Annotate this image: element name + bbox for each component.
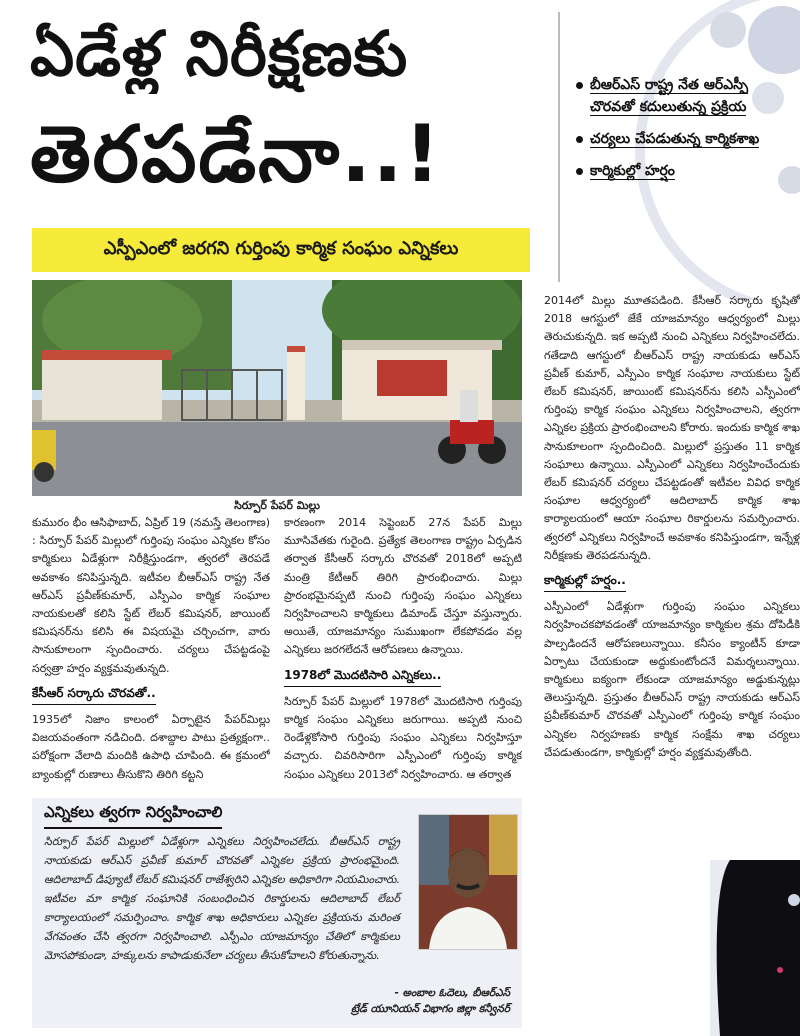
quote-signature (210, 985, 510, 1017)
paragraph: కుమురం భీం ఆసిఫాబాద్, ఏప్రిల్ 19 (నమస్తే తెలంగాణ) : సిర్పూర్ పేపర్ మిల్లులో గుర్తింపు సంఘం ఎన్నికల కోసం కార్మికులు ఏడేళ్లుగా నిరీక్షిస్తుండగా, త్వరలో తెరపడే అవకాశం కనిపిస్తున్నది. ఇటీవల బీఆర్ఎస్ రాష్ట్ర నేత ఆర్ఎస్ ప్రవీణ్‌కుమార్, ఎస్పీఎం కార్మిక సంఘాల నాయకులతో కలిసి స్టేట్ లేబర్ కమిషనర్, జాయింట్ కమిషనర్‌ను కలిసి ఈ విషయమై చర్చించగా, వారు సానుకూలంగా స్పందించారు. చర్యలు చేపట్టడంపై సర్వత్రా హర్షం వ్యక్తమవుతున్నది. (32, 516, 270, 675)
highlights-list (574, 74, 764, 192)
paragraph: ఎస్పీఎంలో ఏడేళ్లుగా గుర్తింపు సంఘం ఎన్నికలు నిర్వహించకపోవడంతో యాజమాన్యం కార్మికుల శ్రమ దోపిడీకి పాల్పడిందనే ఆరోపణలున్నాయి. కనీసం క్యాంటీన్ కూడా ఏర్పాటు చేయకుండా అద్దుకుంటోందనే విమర్శలున్నాయి. కార్మికులు ఐక్యంగా లేకుండా యాజమాన్యం అడ్డుకున్నట్లు తెలుస్తున్నది. ప్రస్తుతం బీఆర్ఎస్ రాష్ట్ర నాయకుడు ఆర్ఎస్ ప్రవీణ్‌కుమార్ చొరవతో ఎస్పీఎంలో గుర్తింపు కార్మిక సంఘం ఎన్నికల నిర్వహణకు కార్మిక సంక్షేమ శాఖ చర్యలు చేపడుతుండగా, కార్మికుల్లో హర్షం వ్యక్తమవుతోంది. (544, 600, 800, 759)
subheadline-text: ఎస్పీఎంలో జరగని గుర్తింపు కార్మిక సంఘం ఎన్నికలు (103, 237, 459, 259)
headline-line-2: తెరపడేనా..! (30, 110, 442, 200)
signature-line-1: - అంబాల ఓదెలు, బీఆర్ఎస్ (394, 987, 510, 999)
section-heading: కేసీఆర్ సర్కారు చొరవతో.. (32, 684, 156, 705)
section-heading: 1978లో మొదటిసారి ఎన్నికలు.. (284, 666, 441, 687)
column-divider (558, 12, 560, 282)
article-column-3 (544, 292, 800, 762)
highlight-item: బీఆర్ఎస్ రాష్ట్ర నేత ఆర్ఎస్పీ చొరవతో కదులుతున్న ప్రక్రియ (574, 74, 764, 118)
highlight-item: కార్మికుల్లో హర్షం (574, 160, 764, 182)
paragraph: కారణంగా 2014 సెప్టెంబర్ 27న పేపర్ మిల్లు మూసివేతకు గురైంది. ప్రత్యేక తెలంగాణ రాష్ట్రం ఏర్పడిన తర్వాత కేసీఆర్ సర్కారు చొరవతో 2018లో అప్పటి మంత్రి కేటీఆర్ తిరిగి ప్రారంభించారు. మిల్లు ప్రారంభమైనప్పటి నుంచి గుర్తింపు సంఘం ఎన్నికలు నిర్వహించాలని కార్మికులు డిమాండ్ చేస్తూ వస్తున్నారు. అయితే, యాజమాన్యం సుముఖంగా లేకపోవడం వల్ల ఎన్నికలు జరగలేదనే ఆరోపణలు ఉన్నాయి. (284, 516, 522, 657)
subheadline-banner (32, 228, 530, 272)
signature-line-2: ట్రేడ్ యూనియన్ విభాగం జిల్లా కన్వీనర్ (350, 1003, 510, 1015)
paragraph: 2014లో మిల్లు మూతపడింది. కేసీఆర్ సర్కారు కృషితో 2018 ఆగస్టులో జేకే యాజమాన్యం ఆధ్వర్యంలో మిల్లు తెరుచుకున్నది. ఇక అప్పటి నుంచి ఎన్నికలు నిర్వహించలేదు. గతేడాది ఆగస్టులో బీఆర్ఎస్ రాష్ట్ర నాయకుడు ఆర్ఎస్ ప్రవీణ్ కుమార్, ఎస్పీఎం కార్మిక సంఘాల నాయకులు స్టేట్ లేబర్ కమిషనర్, జాయింట్ కమిషనర్‌ను కలిసి ఎస్పీఎంలో గుర్తింపు కార్మిక సంఘం ఎన్నికలు నిర్వహించాలని, త్వరగా ఎన్నికల ప్రక్రియ ప్రారంభించాలని కోరారు. ఇందుకు కార్మిక శాఖ సానుకూలంగా స్పందించింది. మిల్లులో ప్రస్తుతం 11 కార్మిక సంఘాలు ఉన్నాయి. ఎస్పీఎంలో ఎన్నికలు నిర్వహించేందుకు లేబర్ కమిషనర్ చర్యలు చేపట్టడంతో ఇటీవల వివిధ కార్మిక సంఘాల ఆధ్వర్యంలో ఆదిలాబాద్ కార్మిక శాఖ కార్యాలయంలో ఆయా సంఘాల రికార్డులను సమర్పించారు. త్వరలో ఎన్నికలు నిర్వహించే అవకాశం కనిపిస్తుండగా, ఇన్నేళ్ల నిరీక్షణకు తెరపడనున్నది. (544, 294, 800, 562)
quote-box-text: సిర్పూర్ పేపర్ మిల్లులో ఏడేళ్లుగా ఎన్నికలు నిర్వహించలేదు. బీఆర్ఎస్ రాష్ట్ర నాయకుడు ఆర్ఎస్ ప్రవీణ్ కుమార్ చొరవతో ఎన్నికల ప్రక్రియ ప్రారంభమైంది. ఆదిలాబాద్ డిప్యూటీ లేబర్ కమిషనర్ రాజేశ్వరిని ఎన్నికల అధికారిగా నియమించారు. ఇటీవల మా కార్మిక సంఘానికి సంబంధించిన రికార్డులను ఆదిలాబాద్ లేబర్ కార్యాలయంలో సమర్పించాం. కార్మిక శాఖ అధికారులు ఎన్నికల ప్రక్రియను మరింత వేగవంతం చేసి త్వరగా నిర్వహించాలి. ఎస్పీఎం యాజమాన్యం చేతిలో కార్మికులు మోసపోకుండా, హక్కులను కాపాడుకునేలా చర్యలు తీసుకోవాలని కోరుతున్నాను. (44, 835, 400, 962)
article-column-1 (32, 514, 270, 784)
paragraph: 1935లో నిజాం కాలంలో ఏర్పాటైన పేపర్‌మిల్లు విజయవంతంగా నడిచింది. దశాబ్దాల పాటు ప్రత్యక్షంగా.. పరోక్షంగా వేలాది మందికి ఉపాధి చూపింది. ఈ క్రమంలో బ్యాంకుల్లో రుణాలు తీసుకొని తిరిగి కట్టని (32, 713, 270, 781)
article-column-2 (284, 514, 522, 784)
paragraph: సిర్పూర్ పేపర్ మిల్లులో 1978లో మొదటిసారి గుర్తింపు కార్మిక సంఘం ఎన్నికలు జరుగాయి. అప్పటి నుంచి రెండేళ్లకోసారి గుర్తింపు సంఘం ఎన్నికలు నిర్వహిస్తూ వచ్చారు. చివరిసారిగా ఎస్పీఎంలో గుర్తింపు కార్మిక సంఘం ఎన్నికలు 2013లో నిర్వహించారు. ఆ తర్వాత (284, 694, 522, 781)
person-portrait (418, 814, 518, 950)
quote-box-heading: ఎన్నికలు త్వరగా నిర్వహించాలి (44, 803, 222, 829)
paper-mill-photo (32, 280, 522, 496)
section-heading: కార్మికుల్లో హర్షం.. (544, 571, 626, 592)
headline-line-1: ఏడేళ్ల నిరీక్షణకు (30, 17, 409, 90)
dark-side-image (710, 860, 800, 1036)
highlight-item: చర్యలు చేపడుతున్న కార్మికశాఖ (574, 128, 764, 150)
photo-caption: సిర్పూర్ పేపర్ మిల్లు (234, 499, 320, 512)
